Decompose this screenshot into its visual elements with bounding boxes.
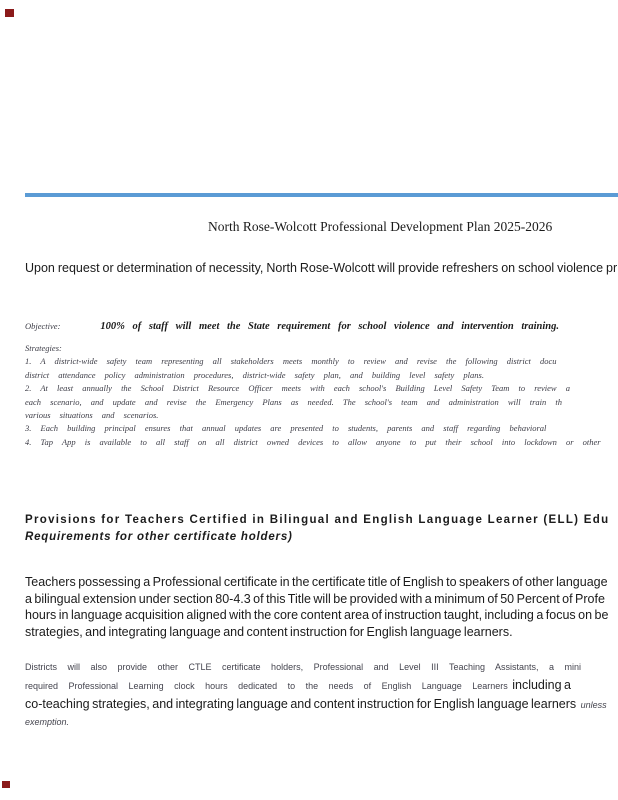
- strategy-line: each scenario, and update and revise the Emergency Plans as needed. The school's team and administration will train th: [25, 396, 563, 407]
- ell-body-line: Teachers possessing a Professional certificate in the certificate title of English to speakers of other language: [25, 575, 608, 589]
- document-body: [25, 0, 618, 800]
- objective-row: [25, 316, 559, 334]
- strategy-line: district attendance policy administration procedures, district-wide safety plan, and building level safety plans.: [25, 369, 484, 380]
- ell-body-line: strategies, and integrating language and content instruction for English language learners.: [25, 625, 513, 640]
- header-accent-rule: [25, 193, 618, 197]
- ell-body-line: a bilingual extension under section 80-4.3 of this Title will be provided with a minimum of 50 Percent of Profe: [25, 591, 605, 606]
- corner-marker-bottom: [2, 781, 10, 788]
- intro-paragraph: Upon request or determination of necessity, North Rose-Wolcott will provide refreshers on school violence pr: [25, 261, 618, 275]
- ctle-line3-condensed: unless: [580, 700, 607, 710]
- ell-body-paragraph: [25, 574, 608, 641]
- objective-label: Objective:: [25, 321, 61, 331]
- ctle-line2-condensed: required Professional Learning clock hours dedicated to the needs of English Language Learners: [25, 681, 508, 691]
- ctle-line3: [25, 695, 607, 714]
- ell-heading-line2: Requirements for other certificate holders): [25, 531, 293, 543]
- strategies-label: Strategies:: [25, 343, 62, 353]
- ctle-line2-regular: including a: [512, 678, 571, 692]
- ctle-line4: exemption.: [25, 717, 70, 727]
- ctle-paragraph: [25, 659, 607, 731]
- ell-section-heading: [25, 512, 609, 546]
- ctle-line3-regular: co-teaching strategies, and integrating language and content instruction for English language learners: [25, 697, 577, 711]
- strategies-section: [25, 342, 601, 449]
- ell-body-line: hours in language acquisition aligned with the core content area of instruction taught, including a focus on be: [25, 608, 609, 623]
- strategy-line: 4. Tap App is available to all staff on all district owned devices to allow anyone to put their school into lockdown or other: [25, 436, 601, 447]
- ctle-line2: [25, 676, 607, 695]
- strategy-line: 2. At least annually the School District Resource Officer meets with each school's Building Level Safety Team to review a: [25, 383, 570, 394]
- page-title: North Rose-Wolcott Professional Development Plan 2025-2026: [208, 219, 553, 234]
- strategy-line: various situations and scenarios.: [25, 410, 159, 421]
- corner-marker-top: [5, 9, 14, 17]
- ell-heading-line1: Provisions for Teachers Certified in Bilingual and English Language Learner (ELL) Edu: [25, 514, 610, 526]
- strategy-line: 1. A district-wide safety team representing all stakeholders meets monthly to review and revise the following district docu: [25, 356, 557, 367]
- ctle-line1: Districts will also provide other CTLE certificate holders, Professional and Level III Teaching Assistants, a mini: [25, 662, 582, 672]
- objective-text: 100% of staff will meet the State requirement for school violence and intervention training.: [100, 321, 559, 332]
- strategy-line: 3. Each building principal ensures that annual updates are presented to students, parents and staff regarding behavioral: [25, 423, 547, 434]
